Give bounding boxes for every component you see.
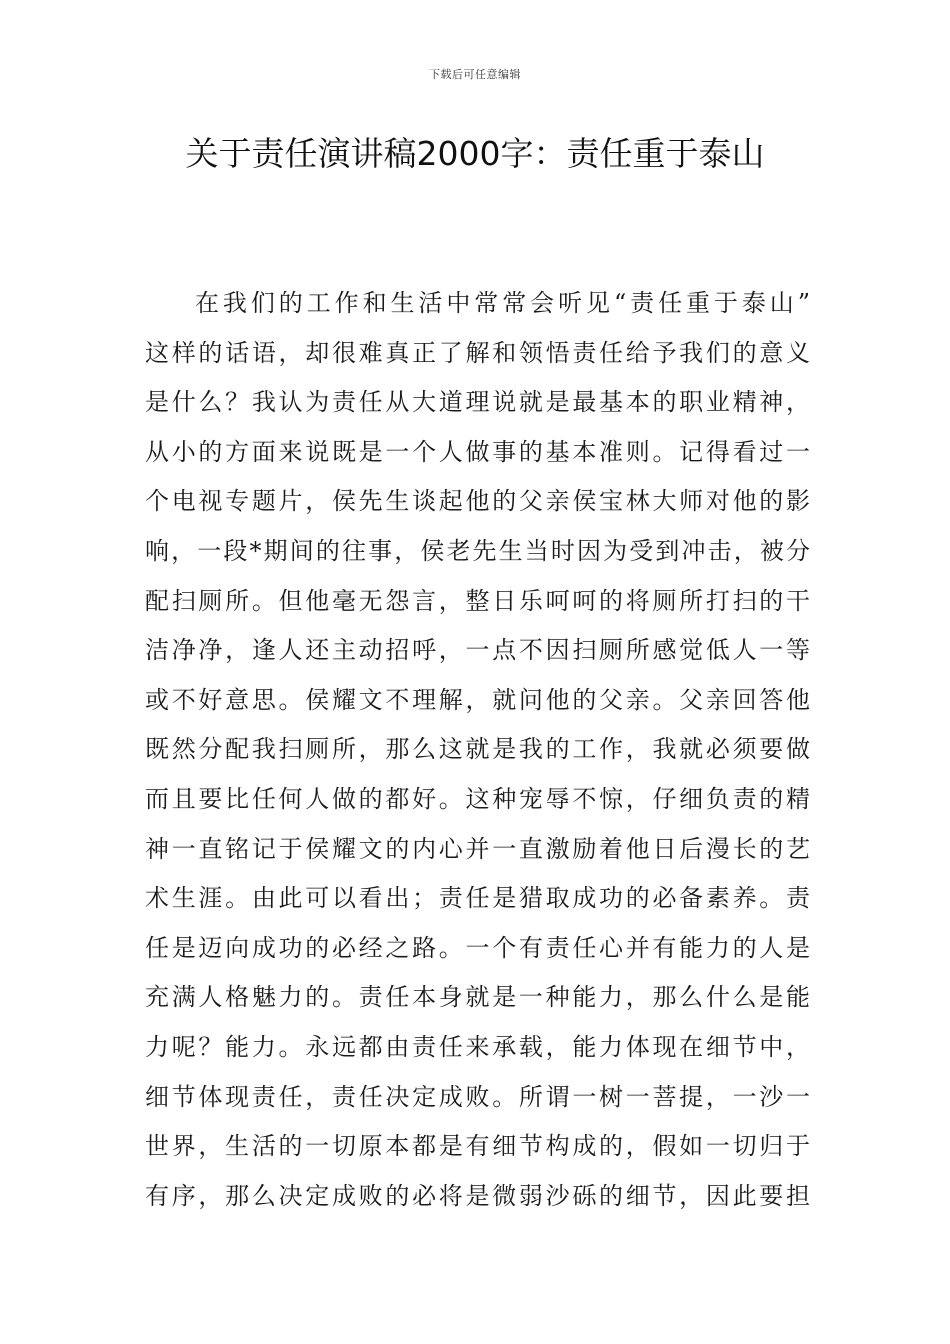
text-line: 或不好意思。侯耀文不理解，就问他的父亲。父亲回答他: [145, 685, 810, 714]
text-line: 神一直铭记于侯耀文的内心并一直激励着他日后漫长的艺: [145, 834, 810, 863]
text-line: 这样的话语，却很难真正了解和领悟责任给予我们的意义: [145, 338, 810, 367]
text-line: 洁净净，逢人还主动招呼，一点不因扫厕所感觉低人一等: [145, 636, 810, 665]
text-line: 配扫厕所。但他毫无怨言，整日乐呵呵的将厕所打扫的干: [145, 586, 810, 615]
text-line: 充满人格魅力的。责任本身就是一种能力，那么什么是能: [145, 983, 810, 1012]
text-line: 从小的方面来说既是一个人做事的基本准则。记得看过一: [145, 437, 810, 466]
header-note: 下载后可任意编辑: [429, 68, 521, 81]
text-line: 而且要比任何人做的都好。这种宠辱不惊，仔细负责的精: [145, 784, 810, 813]
text-line: 既然分配我扫厕所，那么这就是我的工作，我就必须要做: [145, 735, 810, 764]
text-line: 细节体现责任，责任决定成败。所谓一树一菩提，一沙一: [145, 1082, 810, 1111]
text-line: 在我们的工作和生活中常常会听见“责任重于泰山”: [195, 289, 810, 317]
page-title: 关于责任演讲稿2000字：责任重于泰山: [185, 134, 765, 173]
text-line: 是什么？我认为责任从大道理说就是最基本的职业精神，: [145, 388, 810, 417]
text-line: 响，一段*期间的往事，侯老先生当时因为受到冲击，被分: [145, 536, 810, 565]
text-line: 个电视专题片，侯先生谈起他的父亲侯宝林大师对他的影: [145, 487, 810, 516]
text-line: 世界，生活的一切原本都是有细节构成的，假如一切归于: [145, 1132, 810, 1161]
text-line: 任是迈向成功的必经之路。一个有责任心并有能力的人是: [145, 933, 810, 962]
text-line: 术生涯。由此可以看出；责任是猎取成功的必备素养。责: [145, 884, 810, 913]
body-paragraph: [145, 279, 810, 1221]
text-line: 有序，那么决定成败的必将是微弱沙砾的细节，因此要担: [145, 1181, 810, 1210]
text-line: 力呢？能力。永远都由责任来承载，能力体现在细节中，: [145, 1032, 810, 1061]
